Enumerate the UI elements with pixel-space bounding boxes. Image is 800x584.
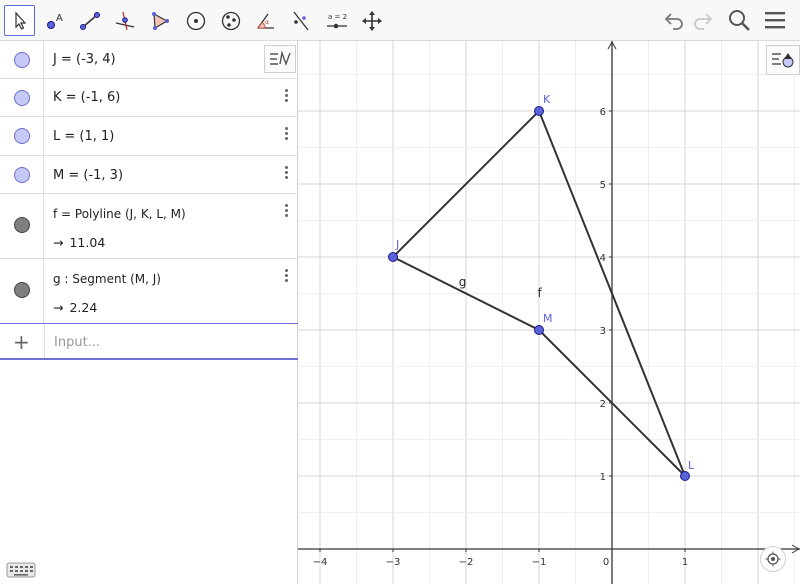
style-bar-icon — [770, 50, 796, 70]
visibility-toggle[interactable] — [14, 217, 30, 233]
object-definition[interactable]: g : Segment (M, J) — [53, 272, 161, 286]
circle-center-icon — [184, 9, 208, 33]
object-definition[interactable]: L = (1, 1) — [53, 129, 115, 144]
move-arrows-icon — [360, 9, 384, 33]
object-value — [53, 300, 97, 315]
algebra-input-row[interactable] — [0, 323, 298, 360]
point-icon — [43, 9, 67, 33]
graphics-style-button[interactable] — [766, 45, 800, 75]
algebra-row-L[interactable] — [0, 117, 298, 156]
reflect-tool[interactable] — [285, 5, 316, 36]
circle-3-points-tool[interactable] — [215, 5, 246, 36]
x-tick-label: 1 — [681, 557, 689, 568]
angle-tool[interactable] — [250, 5, 281, 36]
point-label-J: J — [396, 238, 400, 251]
circle-three-points-icon — [219, 9, 243, 33]
polygon-tool[interactable] — [144, 5, 175, 36]
algebra-input[interactable]: Input... — [54, 335, 101, 350]
search-icon — [727, 8, 751, 32]
point-label-K: K — [543, 93, 551, 106]
x-tick-label: −4 — [312, 557, 328, 568]
visibility-toggle[interactable] — [14, 52, 30, 68]
keyboard-button[interactable] — [6, 561, 36, 579]
algebra-style-button[interactable] — [264, 45, 296, 73]
redo-button[interactable] — [688, 6, 718, 34]
segment-tool[interactable] — [74, 5, 105, 36]
svg-text:a = 2: a = 2 — [327, 12, 347, 21]
algebra-row-K[interactable] — [0, 79, 298, 117]
algebra-row-J[interactable] — [0, 41, 298, 79]
more-options-icon[interactable] — [283, 166, 289, 182]
y-tick-label: 4 — [599, 253, 606, 264]
object-definition[interactable]: f = Polyline (J, K, L, M) — [53, 207, 186, 221]
coordinate-plane[interactable] — [298, 41, 800, 584]
more-options-icon[interactable] — [283, 127, 289, 143]
y-tick-label: 3 — [599, 326, 606, 337]
object-definition[interactable]: M = (-1, 3) — [53, 168, 124, 183]
object-value — [53, 235, 105, 250]
algebra-row-f[interactable] — [0, 194, 298, 259]
move-graphics-tool[interactable] — [356, 5, 387, 36]
slider-tool[interactable] — [321, 5, 352, 36]
visibility-toggle[interactable] — [14, 128, 30, 144]
crosshair-icon — [765, 551, 781, 567]
algebra-row-M[interactable] — [0, 156, 298, 194]
point-label-M: M — [543, 312, 553, 325]
x-tick-label: −1 — [531, 557, 547, 568]
more-options-icon[interactable] — [283, 204, 289, 220]
object-definition[interactable]: J = (-3, 4) — [53, 52, 116, 67]
more-options-icon[interactable] — [283, 269, 289, 285]
point-tool[interactable] — [39, 5, 70, 36]
point-label-L: L — [688, 459, 695, 472]
polygon-icon — [148, 9, 172, 33]
move-tool[interactable] — [4, 5, 35, 36]
perpendicular-icon — [113, 9, 137, 33]
arrow-icon: → — [53, 235, 64, 250]
angle-icon — [254, 9, 278, 33]
point-K[interactable] — [535, 107, 544, 116]
undo-icon — [662, 9, 686, 31]
svg-text:α: α — [264, 18, 269, 26]
arrow-icon: → — [53, 300, 64, 315]
toolbar — [0, 0, 800, 41]
point-M[interactable] — [535, 326, 544, 335]
point-J[interactable] — [389, 253, 398, 262]
object-definition[interactable]: K = (-1, 6) — [53, 90, 121, 105]
keyboard-icon — [6, 561, 36, 579]
point-L[interactable] — [681, 472, 690, 481]
algebra-sort-icon — [268, 50, 292, 68]
object-value-text: 2.24 — [69, 300, 98, 315]
graphics-view[interactable] — [298, 41, 800, 584]
undo-button[interactable] — [659, 6, 689, 34]
visibility-toggle[interactable] — [14, 167, 30, 183]
cursor-arrow-icon — [8, 9, 32, 33]
label-g: g — [458, 275, 467, 290]
standard-view-button[interactable] — [760, 546, 786, 572]
visibility-toggle[interactable] — [14, 282, 30, 298]
x-tick-label: 0 — [602, 557, 610, 568]
circle-tool[interactable] — [180, 5, 211, 36]
main-menu-button[interactable] — [760, 6, 790, 34]
add-icon[interactable]: + — [13, 330, 30, 354]
reflect-icon — [289, 9, 313, 33]
redo-icon — [691, 9, 715, 31]
algebra-row-g[interactable] — [0, 259, 298, 323]
label-f: f — [537, 286, 542, 301]
y-tick-label: 6 — [599, 107, 606, 118]
search-button[interactable] — [724, 6, 754, 34]
svg-text:A: A — [55, 12, 63, 24]
algebra-view — [0, 41, 298, 584]
visibility-toggle[interactable] — [14, 90, 30, 106]
object-value-text: 11.04 — [69, 235, 106, 250]
more-options-icon[interactable] — [283, 89, 289, 105]
y-tick-label: 5 — [599, 180, 606, 191]
y-tick-label: 2 — [599, 399, 606, 410]
y-tick-label: 1 — [599, 472, 606, 483]
hamburger-icon — [763, 10, 787, 30]
perpendicular-line-tool[interactable] — [109, 5, 140, 36]
x-tick-label: −3 — [385, 557, 401, 568]
slider-icon — [325, 9, 349, 33]
segment-icon — [78, 9, 102, 33]
x-tick-label: −2 — [458, 557, 474, 568]
